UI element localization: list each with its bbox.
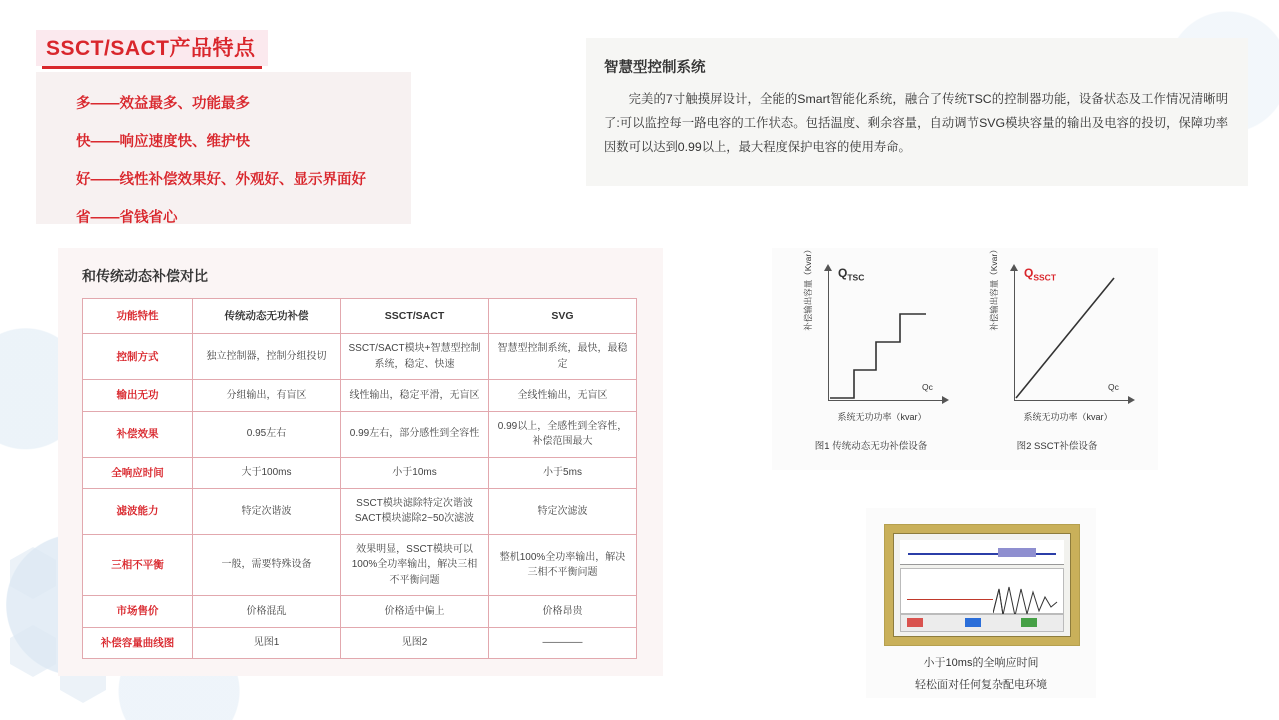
table-cell: 全线性输出，无盲区 bbox=[489, 380, 637, 411]
scope-caption-line1: 小于10ms的全响应时间 bbox=[923, 657, 1039, 669]
title-underline bbox=[42, 66, 262, 69]
scope-top-strip bbox=[900, 540, 1064, 565]
table-header-cell: 功能特性 bbox=[83, 299, 193, 334]
table-cell: SSCT/SACT模块+智慧型控制系统，稳定、快速 bbox=[341, 334, 489, 380]
feature-bullet: 好——线性补偿效果好、外观好、显示界面好 bbox=[76, 172, 366, 188]
table-row-label: 全响应时间 bbox=[83, 457, 193, 488]
table-cell: SSCT模块滤除特定次谐波 SACT模块滤除2~50次滤波 bbox=[341, 488, 489, 534]
scope-measurement-bar bbox=[900, 614, 1064, 632]
table-header-cell: 传统动态无功补偿 bbox=[193, 299, 341, 334]
table-cell: 见图1 bbox=[193, 627, 341, 658]
scope-tag bbox=[965, 618, 981, 627]
table-cell: 价格昂贵 bbox=[489, 596, 637, 627]
chart-x-label: 系统无功功率（kvar） bbox=[1023, 412, 1113, 422]
q-subscript: SSCT bbox=[1033, 272, 1057, 283]
table-row bbox=[83, 380, 637, 411]
table-cell: 特定次滤波 bbox=[489, 488, 637, 534]
table-row bbox=[83, 457, 637, 488]
table-row-label: 补偿效果 bbox=[83, 411, 193, 457]
product-features-panel bbox=[36, 72, 411, 224]
scope-tag bbox=[1021, 618, 1037, 627]
table-row bbox=[83, 534, 637, 596]
table-row-label: 补偿容量曲线图 bbox=[83, 627, 193, 658]
table-header-cell: SSCT/SACT bbox=[341, 299, 489, 334]
q-symbol: Q bbox=[1024, 266, 1034, 280]
compensation-curve-panel bbox=[772, 245, 1158, 470]
chart-step-series bbox=[828, 270, 944, 400]
oscilloscope-image bbox=[884, 524, 1080, 646]
table-row bbox=[83, 596, 637, 627]
chart-x-end-label: Qc bbox=[1108, 382, 1119, 392]
table-cell: ———— bbox=[489, 627, 637, 658]
scope-baseline bbox=[907, 599, 993, 600]
table-row-label: 三相不平衡 bbox=[83, 534, 193, 596]
table-cell: 价格适中偏上 bbox=[341, 596, 489, 627]
scope-screen bbox=[893, 533, 1071, 637]
table-row bbox=[83, 411, 637, 457]
table-cell: 价格混乱 bbox=[193, 596, 341, 627]
table-cell: 独立控制器，控制分组投切 bbox=[193, 334, 341, 380]
chart-x-end-label: Qc bbox=[922, 382, 933, 392]
table-header-row bbox=[83, 299, 637, 334]
table-cell: 效果明显，SSCT模块可以100%全功率输出，解决三相不平衡问题 bbox=[341, 534, 489, 596]
table-row-label: 滤波能力 bbox=[83, 488, 193, 534]
table-cell: 智慧型控制系统，最快，最稳定 bbox=[489, 334, 637, 380]
chart-x-label: 系统无功功率（kvar） bbox=[837, 412, 927, 422]
q-subscript: TSC bbox=[847, 272, 865, 283]
oscilloscope-panel bbox=[866, 508, 1096, 698]
scope-highlight-block bbox=[998, 548, 1036, 557]
table-header-cell: SVG bbox=[489, 299, 637, 334]
table-cell: 见图2 bbox=[341, 627, 489, 658]
scope-caption-line2: 轻松面对任何复杂配电环境 bbox=[915, 679, 1047, 691]
table-cell: 一般，需要特殊设备 bbox=[193, 534, 341, 596]
table-row bbox=[83, 627, 637, 658]
table-cell: 0.99左右，部分感性到全容性 bbox=[341, 411, 489, 457]
smart-control-body: 完美的7寸触摸屏设计，全能的Smart智能化系统，融合了传统TSC的控制器功能，设备状态及工作情况清晰明了:可以监控每一路电容的工作状态。包括温度、剩余容量，自动调节SVG模块容量的输出及电容的投切，保障功率因数可以达到0.99以上，最大程度保护电容的使用寿命。 bbox=[604, 92, 1228, 154]
table-row bbox=[83, 334, 637, 380]
chart-ssct bbox=[968, 245, 1146, 452]
comparison-caption: 和传统动态补偿对比 bbox=[82, 268, 208, 284]
feature-bullet: 省——省钱省心 bbox=[76, 210, 178, 226]
scope-main-graph bbox=[900, 568, 1064, 614]
table-row-label: 市场售价 bbox=[83, 596, 193, 627]
chart-caption: 图1 传统动态无功补偿设备 bbox=[814, 441, 928, 452]
table-cell: 0.99以上，全感性到全容性，补偿范围最大 bbox=[489, 411, 637, 457]
table-cell: 线性输出，稳定平滑，无盲区 bbox=[341, 380, 489, 411]
table-cell: 小于10ms bbox=[341, 457, 489, 488]
chart-tsc bbox=[782, 245, 960, 452]
chart-caption: 图2 SSCT补偿设备 bbox=[1016, 441, 1098, 452]
table-cell: 大于100ms bbox=[193, 457, 341, 488]
chart-x-axis bbox=[1014, 400, 1130, 401]
scope-tag bbox=[907, 618, 923, 627]
chart-linear-series bbox=[1014, 270, 1130, 400]
page-title: SSCT/SACT产品特点 bbox=[46, 37, 256, 60]
table-row-label: 输出无功 bbox=[83, 380, 193, 411]
table-cell: 小于5ms bbox=[489, 457, 637, 488]
smart-control-title: 智慧型控制系统 bbox=[604, 60, 706, 76]
table-cell: 整机100%全功率输出，解决三相不平衡问题 bbox=[489, 534, 637, 596]
chart-y-label: 补偿输出容量（Kvar） bbox=[989, 245, 999, 331]
smart-control-panel bbox=[586, 38, 1248, 186]
table-cell: 特定次谐波 bbox=[193, 488, 341, 534]
chart-x-axis bbox=[828, 400, 944, 401]
table-cell: 分组输出，有盲区 bbox=[193, 380, 341, 411]
feature-bullet: 多——效益最多、功能最多 bbox=[76, 96, 250, 112]
comparison-panel bbox=[58, 248, 663, 676]
q-symbol: Q bbox=[838, 266, 848, 280]
table-cell: 0.95左右 bbox=[193, 411, 341, 457]
table-row bbox=[83, 488, 637, 534]
chart-y-label: 补偿输出容量（Kvar） bbox=[803, 245, 813, 331]
comparison-table bbox=[82, 298, 637, 659]
table-row-label: 控制方式 bbox=[83, 334, 193, 380]
feature-bullet: 快——响应速度快、维护快 bbox=[76, 134, 250, 150]
